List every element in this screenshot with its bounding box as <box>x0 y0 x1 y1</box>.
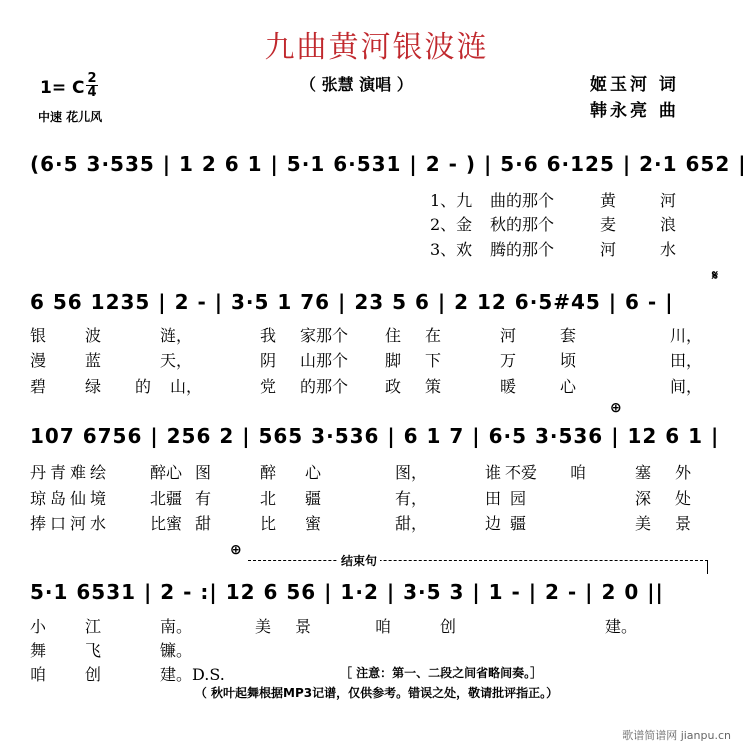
lyrics-row-4: 小 江 南。 美 景 咱 创 建。 舞 飞 镰。 咱 创 建。D.S. <box>30 617 638 684</box>
composer-credit: 韩永亮 曲 <box>590 101 679 121</box>
singer-credit: （ 张慧 演唱 ） <box>300 75 413 94</box>
segno-sign: 𝄋 <box>712 268 719 284</box>
coda-sign-2: ⊕ <box>230 542 242 558</box>
lyricist-credit: 姬玉河 词 <box>590 75 679 95</box>
lyrics-row-1: 1、九 曲的那个 黄 河 2、金 秋的那个 麦 浪 3、欢 腾的那个 河 水 <box>430 191 677 259</box>
lyrics-row-3: 丹 青 难 绘 醉心 图 醉 心 图， 谁 不爱 咱 塞 外 琼 岛 仙 境 北疆 有 北 疆 有， 田 园 深 处 捧 口 河 水 比蜜 甜 比 蜜 甜， 边 疆 美 景 <box>30 463 692 533</box>
notation-row-1-text: (6·5 3·535 | 1 2 6 1 | 5·1 6·531 | 2 - ) | 5·6 6·125 | 2·1 652 | <box>30 152 747 176</box>
lyrics-row-2: 银 波 涟， 我 家那个 住 在 河 套 川， 漫 蓝 天， 阴 山那个 脚 下 万 顷 田， 碧 绿 的 山， 党 的那个 政 策 暖 心 间， <box>30 326 703 396</box>
note-box: ［ 注意：第一、二段之间省略间奏。］ <box>340 666 543 680</box>
coda-sign-1: ⊕ <box>610 400 622 416</box>
notation-row-4-text: 5·1 6531 | 2 - :| 12 6 56 | 1·2 | 3·5 3 | 1 - | 2 - | 2 0 || <box>30 580 664 604</box>
ending-label: 结束句 <box>338 552 380 569</box>
key-signature: 1= C <box>40 78 85 98</box>
footer-note: （ 秋叶起舞根据MP3记谱，仅供参考。错误之处，敬请批评指正。） <box>194 686 559 700</box>
time-top: 2 <box>87 71 97 86</box>
song-title: 九曲黄河银波涟 <box>264 30 489 65</box>
notation-row-3-text: 107 6756 | 256 2 | 565 3·536 | 6 1 7 | 6·5 3·536 | 12 6 1 | <box>30 424 720 448</box>
tempo-marking: 中速 花儿风 <box>38 110 103 124</box>
watermark: 歌谱简谱网 jianpu.cn <box>622 729 731 742</box>
time-bottom: 4 <box>87 85 97 100</box>
notation-row-2-text: 6 56 1235 | 2 - | 3·5 1 76 | 23 5 6 | 2 12 6·5#45 | 6 - | <box>30 290 674 314</box>
